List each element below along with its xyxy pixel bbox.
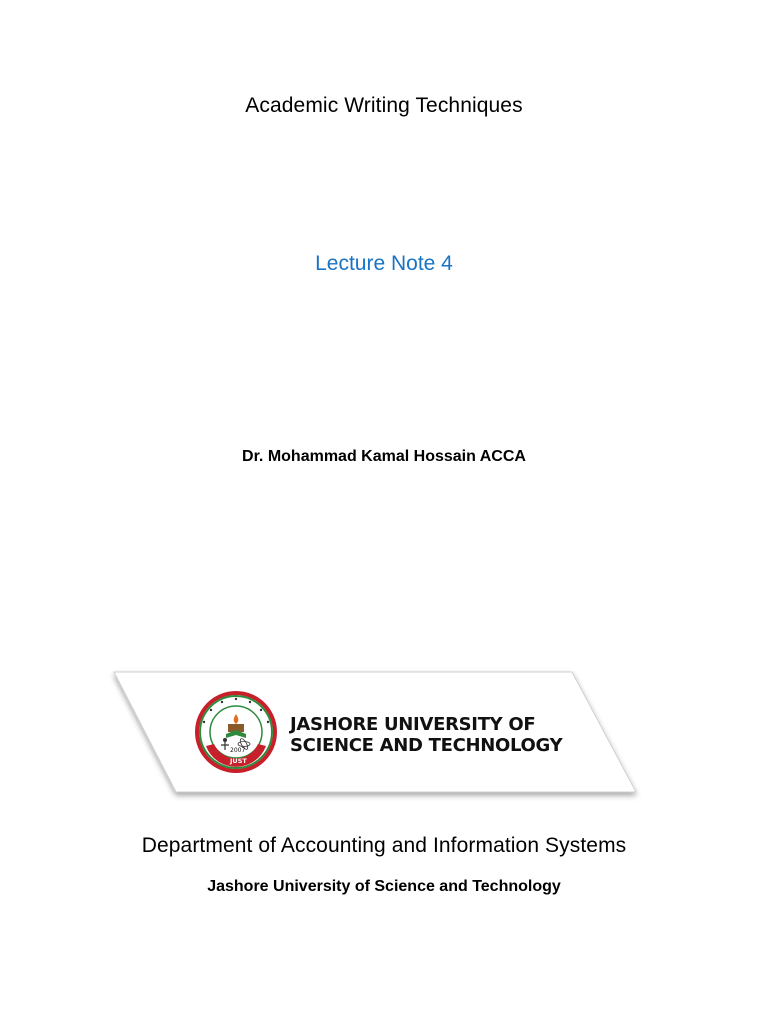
seal-year: 2007	[230, 747, 246, 754]
university-name: Jashore University of Science and Technology	[207, 878, 561, 895]
banner-university-name	[290, 714, 562, 756]
department-name: Department of Accounting and Information Systems	[141, 834, 627, 857]
banner-line-2: SCIENCE AND TECHNOLOGY	[290, 735, 563, 756]
banner-line-1: JASHORE UNIVERSITY OF	[290, 714, 536, 735]
seal-abbrev: JUST	[230, 757, 247, 765]
author-name: Dr. Mohammad Kamal Hossain ACCA	[242, 448, 526, 465]
document-title: Academic Writing Techniques	[245, 94, 523, 117]
university-seal-icon	[192, 688, 280, 776]
lecture-note-label: Lecture Note 4	[315, 252, 453, 275]
